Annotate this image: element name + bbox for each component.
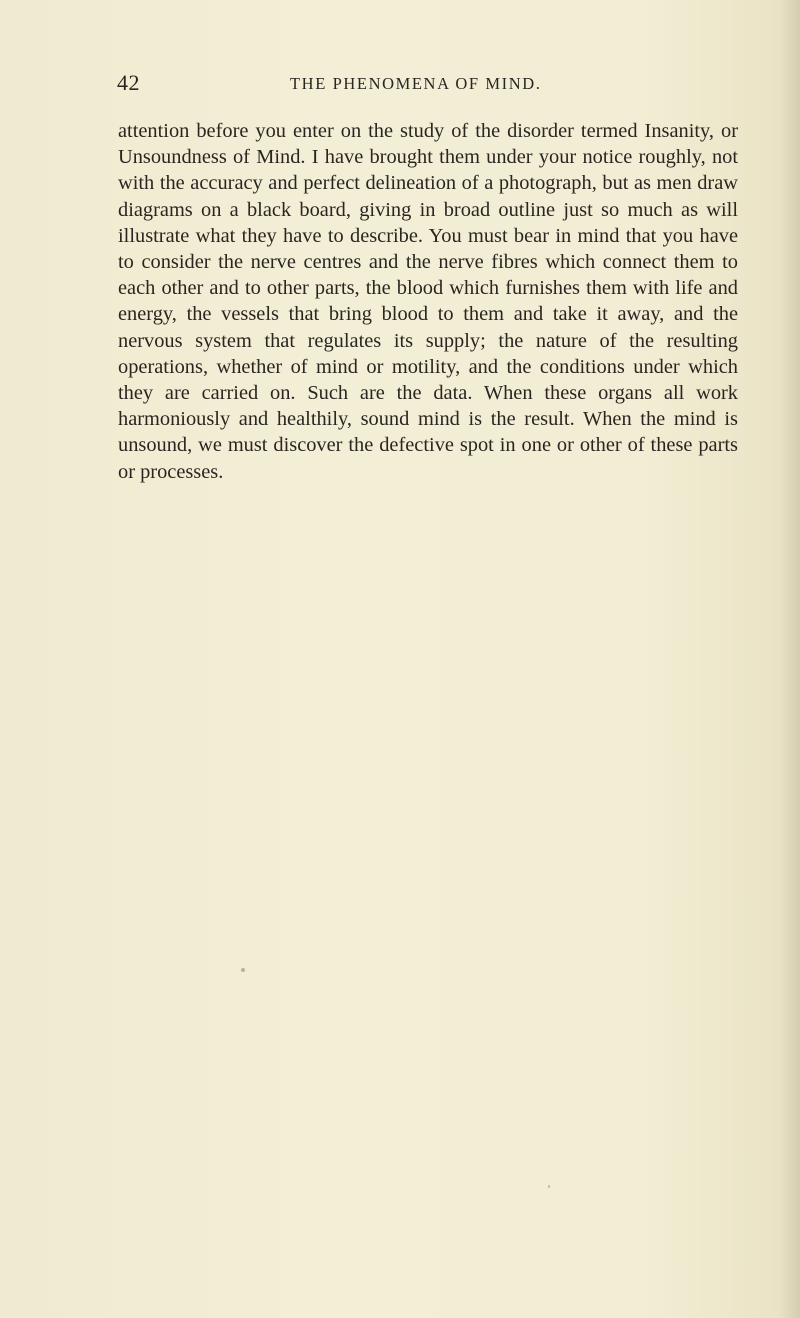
paper-speck	[548, 1185, 550, 1188]
page-edge-shadow	[778, 0, 800, 1318]
page-header	[0, 70, 800, 104]
paper-speck	[241, 968, 245, 972]
page-number: 42	[117, 70, 140, 95]
running-head: THE PHENOMENA OF MIND.	[290, 74, 542, 93]
body-paragraph: attention before you enter on the study of the disorder termed Insanity, or Unsoundness of Mind. I have brought them under your notice roughly, not with the accuracy and perfect delineation of a photograph, but as men draw diagrams on a black board, giving in broad outline just so much as will illustrate what they have to describe. You must bear in mind that you have to consider the nerve centres and the nerve fibres which connect them to each other and to other parts, the blood which furnishes them with life and energy, the vessels that bring blood to them and take it away, and the nervous system that regulates its supply; the nature of the resulting operations, whether of mind or motility, and the conditions under which they are carried on. Such are the data. When these organs all work harmoniously and healthily, sound mind is the result. When the mind is unsound, we must discover the defective spot in one or other of these parts or processes.	[118, 120, 738, 483]
